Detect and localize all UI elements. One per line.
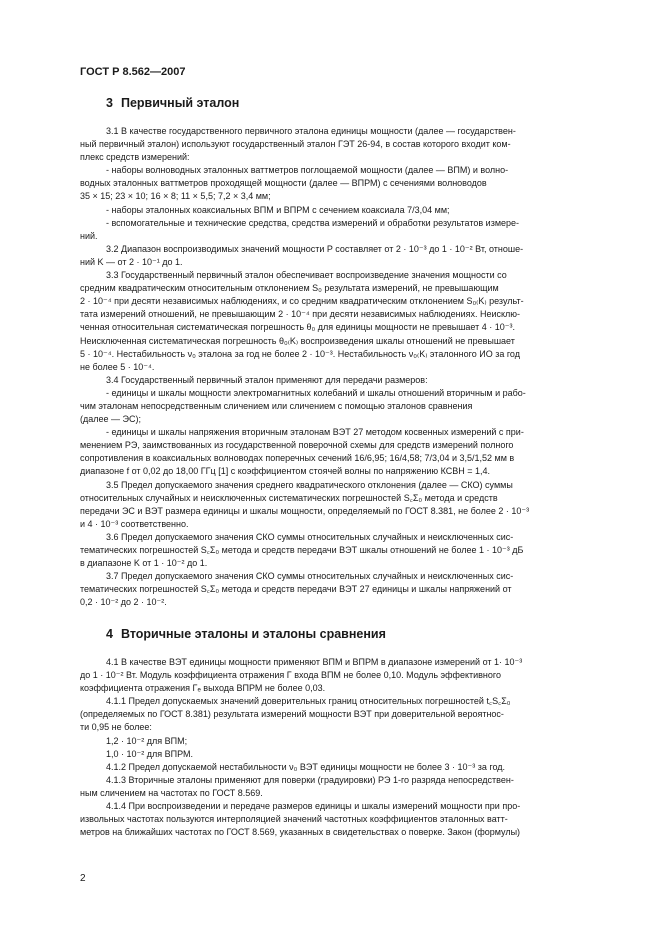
text-line: 3.5 Предел допускаемого значения среднего квадратического отклонения (далее — СКО) суммы xyxy=(106,479,513,490)
text-line: 4.1.2 Предел допускаемой нестабильности ν₀ ВЭТ единицы мощности не более 3 · 10⁻³ за год. xyxy=(106,761,506,772)
text-line: 4.1.4 При воспроизведении и передаче размеров единицы и шкалы измерений мощности при про- xyxy=(106,801,521,812)
text-line: чим эталонам непосредственным сличением или сличением с помощью эталонов сравнения xyxy=(80,400,473,411)
text-line: 4.1.3 Вторичные эталоны применяют для поверки (градуировки) РЭ 1-го разряда непосредствен- xyxy=(106,774,514,785)
text-line: 0,2 · 10⁻² до 2 · 10⁻². xyxy=(80,597,167,608)
text-line: передачи ЭС и ВЭТ размера единицы и шкалы мощности, определяемый по ГОСТ 8.381, не более 2 · 10⁻³ xyxy=(80,505,530,516)
text-line: 4.1.1 Предел допускаемых значений доверительных границ относительных погрешностей t꜀S꜀Σ₀ xyxy=(106,696,511,707)
text-line: 1,2 · 10⁻² для ВПМ; xyxy=(106,735,188,746)
text-line: - наборы эталонных коаксиальных ВПМ и ВПРМ с сечением коаксиала 7/3,04 мм; xyxy=(106,204,450,215)
text-line: коэффициента отражения Γₑ выхода ВПРМ не более 0,03. xyxy=(80,683,326,694)
text-line: 3.7 Предел допускаемого значения СКО суммы относительных случайных и неисключенных сис- xyxy=(106,571,514,582)
text-line: - вспомогательные и технические средства, средства измерений и обработки результатов измере- xyxy=(106,217,520,228)
text-line: 3.6 Предел допускаемого значения СКО суммы относительных случайных и неисключенных сис- xyxy=(106,531,514,542)
document-header: ГОСТ Р 8.562—2007 xyxy=(80,66,186,78)
text-line: и 4 · 10⁻³ соответственно. xyxy=(80,518,189,529)
section-3-body xyxy=(80,125,582,609)
text-line: ти 0,95 не более: xyxy=(80,722,152,733)
text-line: менением РЭ, заимствованных из государственной поверочной схемы для средств измерений полного xyxy=(80,440,514,451)
text-line: 3.2 Диапазон воспроизводимых значений мощности P составляет от 2 · 10⁻³ до 1 · 10⁻² Вт, отноше- xyxy=(106,243,524,254)
text-line: до 1 · 10⁻² Вт. Модуль коэффициента отражения Γ входа ВПМ не более 0,10. Модуль эффективного xyxy=(80,670,501,681)
text-line: диапазоне f от 0,02 до 18,00 ГГц [1] с коэффициентом стоячей волны по напряжению КСВН = 1,4. xyxy=(80,466,491,477)
text-line: не более 5 · 10⁻⁴. xyxy=(80,361,155,372)
text-line: метров на ближайших частотах по ГОСТ 8.569, указанных в свидетельствах о поверке. Закон (формулы) xyxy=(80,827,521,838)
text-line: плекс средств измерений: xyxy=(80,152,190,163)
text-line: 3.4 Государственный первичный эталон применяют для передачи размеров: xyxy=(106,374,428,385)
section-4-body xyxy=(80,656,582,839)
text-line: 1,0 · 10⁻² для ВПРМ. xyxy=(106,748,194,759)
text-line: 3.3 Государственный первичный эталон обеспечивает воспроизведение значения мощности со xyxy=(106,270,507,281)
text-line: 3.1 В качестве государственного первичного эталона единицы мощности (далее — государствен- xyxy=(106,126,516,136)
section-4-title: Вторичные эталоны и эталоны сравнения xyxy=(120,627,386,641)
section-4-number: 4 xyxy=(106,627,113,641)
section-3-heading xyxy=(106,96,239,110)
text-line: средним квадратическим относительным отклонением S₀ результата измерений, не превышающим xyxy=(80,283,499,294)
text-line: (далее — ЭС); xyxy=(80,414,141,425)
text-line: ным сличением на частотах по ГОСТ 8.569. xyxy=(80,787,263,798)
text-line: в диапазоне K от 1 · 10⁻² до 1. xyxy=(80,558,208,569)
text-line: ченная относительная систематическая погрешность θ₀ для единицы мощности не превышает 4 · 10⁻³. xyxy=(80,322,516,333)
section-4-heading xyxy=(106,627,386,641)
text-line: водных эталонных ваттметров проходящей мощности (далее — ВПРМ) с сечениями волноводов xyxy=(80,178,487,189)
text-line: тематических погрешностей S꜀Σ₀ метода и средств передачи ВЭТ 27 единицы и шкалы напряжений от xyxy=(80,584,512,595)
text-line: Неисключенная систематическая погрешность θ₀₍K₎ воспроизведения шкалы отношений не превышает xyxy=(80,335,515,346)
text-line: - единицы и шкалы мощности электромагнитных колебаний и шкалы отношений вторичным и рабо- xyxy=(106,387,526,398)
text-line: тематических погрешностей S꜀Σ₀ метода и средств передачи ВЭТ шкалы отношений не более 1 · 10⁻³ дБ xyxy=(80,545,524,555)
text-line: - единицы и шкалы напряжения вторичным эталонам ВЭТ 27 методом косвенных измерений с при- xyxy=(106,427,524,438)
text-line: ний K — от 2 · 10⁻¹ до 1. xyxy=(80,256,183,267)
text-line: (определяемых по ГОСТ 8.381) результата измерений мощности ВЭТ при доверительной вероятнос- xyxy=(80,709,504,720)
text-line: - наборы волноводных эталонных ваттметров поглощаемой мощности (далее — ВПМ) и волно- xyxy=(106,165,509,176)
text-line: 4.1 В качестве ВЭТ единицы мощности применяют ВПМ и ВПРМ в диапазоне измерений от 1· 10⁻³ xyxy=(106,657,523,667)
section-3-number: 3 xyxy=(106,96,113,110)
text-line: извольных частотах пользуются интерполяцией значений частотных коэффициентов эталонных ватт- xyxy=(80,814,508,825)
text-line: сопротивления в коаксиальных волноводах поперечных сечений 16/6,95; 16/4,58; 7/3,04 и 3,5/1,52 мм в xyxy=(80,453,515,464)
page-number: 2 xyxy=(80,873,86,884)
text-line: относительных случайных и неисключенных систематических погрешностей S꜀Σ₀ метода и средств xyxy=(80,492,498,503)
text-line: 35 × 15; 23 × 10; 16 × 8; 11 × 5,5; 7,2 × 3,4 мм; xyxy=(80,191,271,202)
text-line: ний. xyxy=(80,230,98,241)
text-line: тата измерений отношений, не превышающим 2 · 10⁻⁴ при десяти независимых наблюдениях. Неисклю- xyxy=(80,309,521,320)
text-line: ный первичный эталон) используют государственный эталон ГЭТ 26-94, в состав которого входит ком- xyxy=(80,139,511,150)
text-line: 2 · 10⁻⁴ при десяти независимых наблюдениях, и со средним квадратическим отклонением S₀₍K₎ результ- xyxy=(80,296,524,307)
text-line: 5 · 10⁻⁴. Нестабильность ν₀ эталона за год не более 2 · 10⁻³. Нестабильность ν₀₍K₎ эталонного ИО за год xyxy=(80,348,520,359)
section-3-title: Первичный эталон xyxy=(120,96,240,110)
